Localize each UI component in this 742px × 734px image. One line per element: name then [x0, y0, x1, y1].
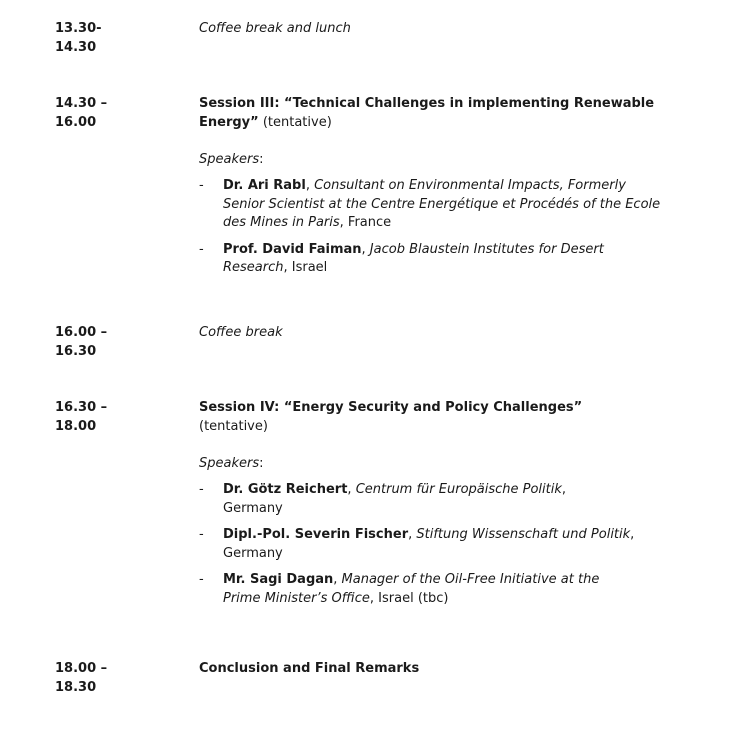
speaker-affiliation: Consultant on Environmental Impacts, Formerly Senior Scientist at the Centre Energétique et Procédés of the Ecole des Mines in Paris: [223, 178, 661, 230]
speaker-name: Dr. Götz Reichert: [223, 482, 348, 497]
agenda-item: [199, 323, 669, 342]
speaker-item: - Dr. Ari Rabl, Consultant on Environmental Impacts, Formerly Senior Scientist at the Centre Energétique et Procédés of the Ecole des Mines in Paris, France: [199, 178, 661, 230]
bullet-dash: -: [199, 572, 204, 587]
session-title: Session IV: “Energy Security and Policy Challenges”: [199, 400, 583, 415]
agenda-item: Session IV: “Energy Security and Policy Challenges” (tentative) Speakers: - Dr. Götz Reichert, Centrum für Europäische Politik, Germany - Dipl.-Pol. Severin Fischer, Stiftung Wissenschaft und Politik, Germany - Mr. Sagi Dagan, Manager of the Oil-Free Initiative at the Prime Minister’s Office, Israel (tbc): [199, 398, 629, 608]
agenda-item: [199, 19, 669, 38]
speaker-affiliation: Stiftung Wissenschaft und Politik: [416, 527, 631, 542]
speaker-name: Dr. Ari Rabl: [223, 178, 306, 193]
speaker-item: - Dr. Götz Reichert, Centrum für Europäische Politik, Germany: [199, 482, 567, 516]
agenda-title: Coffee break: [199, 325, 283, 340]
speaker-country: France: [347, 215, 392, 230]
speaker-country: Germany: [223, 500, 283, 516]
speaker-name: Dipl.-Pol. Severin Fischer: [223, 527, 409, 542]
speaker-item: - Mr. Sagi Dagan, Manager of the Oil-Free Initiative at the Prime Minister’s Office, Israel (tbc): [199, 572, 600, 606]
speaker-affiliation: Centrum für Europäische Politik: [355, 482, 562, 497]
agenda-item: Session III: “Technical Challenges in implementing Renewable Energy” (tentative) Speakers: - Dr. Ari Rabl, Consultant on Environmental Impacts, Formerly Senior Scientist at the Centre Energétique et Procédés of the Ecole des Mines in Paris, France - Prof. David Faiman, Jacob Blaustein Institutes for Desert Research, Israel: [199, 94, 669, 278]
speakers-label: Speakers: [199, 456, 260, 471]
agenda-title: Coffee break and lunch: [199, 21, 351, 36]
speaker-item: - Dipl.-Pol. Severin Fischer, Stiftung Wissenschaft und Politik, Germany: [199, 527, 635, 561]
session-note: (tentative): [199, 419, 268, 434]
session-note: (tentative): [262, 115, 332, 130]
speaker-name: Prof. David Faiman: [223, 241, 362, 257]
session-title: Session III: “Technical Challenges in implementing Renewable Energy”: [199, 96, 655, 130]
bullet-dash: -: [199, 482, 204, 497]
speaker-affiliation: Manager of the Oil-Free Initiative at the Prime Minister’s Office: [223, 572, 600, 606]
bullet-dash: -: [199, 241, 204, 257]
time-slot: 14.30 – 16.00: [55, 96, 108, 130]
bullet-dash: -: [199, 527, 204, 542]
speakers-label: Speakers: [199, 152, 260, 167]
time-slot: 16.00 – 16.30: [55, 325, 108, 359]
agenda-title: Conclusion and Final Remarks: [199, 661, 420, 676]
speaker-item: - Prof. David Faiman, Jacob Blaustein Institutes for Desert Research, Israel: [199, 241, 604, 275]
speaker-country: Israel: [291, 260, 328, 275]
time-slot: 16.30 – 18.00: [55, 400, 108, 434]
bullet-dash: -: [199, 178, 204, 193]
time-slot: 13.30- 14.30: [55, 21, 102, 55]
agenda-item: [199, 659, 669, 678]
speaker-affiliation: Jacob Blaustein Institutes for Desert Research: [223, 241, 604, 275]
time-slot: 18.00 – 18.30: [55, 661, 108, 695]
speaker-name: Mr. Sagi Dagan: [223, 572, 334, 587]
speaker-country: Israel (tbc): [378, 590, 449, 606]
speaker-country: Germany: [223, 545, 283, 561]
